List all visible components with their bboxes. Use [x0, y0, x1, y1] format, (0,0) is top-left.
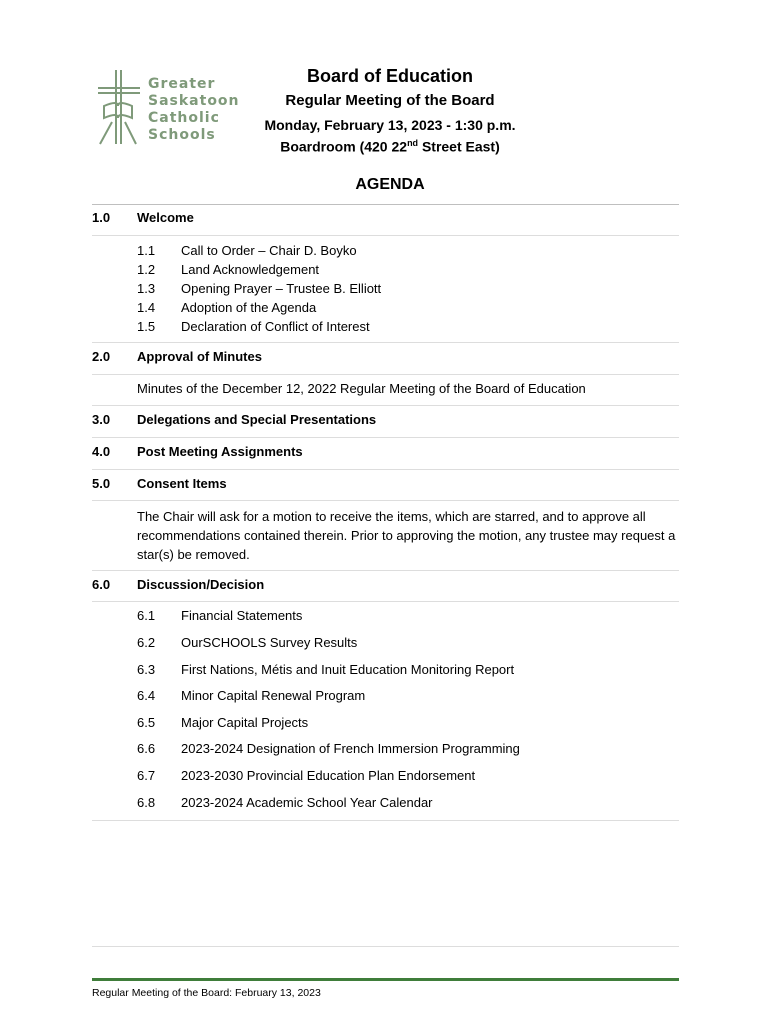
room-sup: nd — [407, 138, 419, 148]
item-number: 6.7 — [137, 768, 156, 783]
footer-rule — [92, 978, 679, 981]
item-number: 6.6 — [137, 741, 156, 756]
item-number: 6.4 — [137, 688, 156, 703]
divider — [92, 374, 679, 375]
agenda-item: Call to Order – Chair D. Boyko — [181, 243, 357, 258]
section-number: 3.0 — [92, 412, 111, 427]
section-number: 5.0 — [92, 476, 111, 491]
item-number: 1.2 — [137, 262, 156, 277]
divider — [92, 342, 679, 343]
divider — [92, 204, 679, 205]
item-number: 1.4 — [137, 300, 156, 315]
section-title: Approval of Minutes — [137, 349, 262, 364]
divider — [92, 235, 679, 236]
meeting-subtitle: Regular Meeting of the Board — [285, 92, 495, 109]
item-number: 1.3 — [137, 281, 156, 296]
meeting-date: Monday, February 13, 2023 - 1:30 p.m. — [264, 117, 516, 133]
section-number: 4.0 — [92, 444, 111, 459]
item-number: 6.3 — [137, 662, 156, 677]
cross-book-icon — [92, 66, 148, 150]
minutes-text: Minutes of the December 12, 2022 Regular Meeting of the Board of Education — [137, 381, 586, 396]
section-number: 6.0 — [92, 577, 111, 592]
agenda-item: 2023-2024 Designation of French Immersion Programming — [181, 741, 520, 756]
room-suffix: Street East) — [418, 138, 500, 155]
divider — [92, 570, 679, 571]
agenda-item: Adoption of the Agenda — [181, 300, 317, 315]
agenda-item: Minor Capital Renewal Program — [181, 688, 366, 703]
consent-text: The Chair will ask for a motion to receive the items, which are starred, and to approve all recommendations contained therein. Prior to approving the motion, any trustee may request a star(s) be removed. — [137, 509, 676, 562]
divider — [92, 405, 679, 406]
item-number: 6.2 — [137, 635, 156, 650]
item-number: 1.1 — [137, 243, 156, 258]
section-title: Delegations and Special Presentations — [137, 412, 377, 427]
item-number: 6.5 — [137, 715, 156, 730]
logo-line: Saskatoon — [148, 93, 240, 109]
divider — [92, 601, 679, 602]
agenda-item: Declaration of Conflict of Interest — [181, 319, 370, 334]
divider — [92, 469, 679, 470]
agenda-item: Land Acknowledgement — [181, 262, 320, 277]
agenda-item: OurSCHOOLS Survey Results — [181, 635, 358, 650]
section-title: Welcome — [137, 210, 194, 225]
section-title: Post Meeting Assignments — [137, 444, 303, 459]
divider — [92, 820, 679, 821]
room-prefix: Boardroom (420 22 — [280, 138, 408, 155]
meeting-room — [200, 138, 580, 155]
agenda-heading: AGENDA — [355, 176, 425, 193]
logo-line: Greater — [148, 76, 216, 92]
item-number: 6.1 — [137, 608, 156, 623]
divider — [92, 946, 679, 947]
divider — [92, 437, 679, 438]
agenda-item: First Nations, Métis and Inuit Education Monitoring Report — [181, 662, 515, 677]
agenda-item: 2023-2030 Provincial Education Plan Endorsement — [181, 768, 476, 783]
agenda-item: Opening Prayer – Trustee B. Elliott — [181, 281, 382, 296]
page-footer: Regular Meeting of the Board: February 13, 2023 — [92, 987, 321, 999]
section-title: Consent Items — [137, 476, 227, 491]
agenda-item: Major Capital Projects — [181, 715, 309, 730]
section-number: 1.0 — [92, 210, 111, 225]
item-number: 1.5 — [137, 319, 156, 334]
section-number: 2.0 — [92, 349, 111, 364]
agenda-item: Financial Statements — [181, 608, 303, 623]
logo-line: Schools — [148, 127, 216, 143]
section-title: Discussion/Decision — [137, 577, 265, 592]
item-number: 6.8 — [137, 795, 156, 810]
document-title: Board of Education — [307, 66, 473, 86]
logo-line: Catholic — [148, 110, 220, 126]
agenda-item: 2023-2024 Academic School Year Calendar — [181, 795, 433, 810]
divider — [92, 500, 679, 501]
